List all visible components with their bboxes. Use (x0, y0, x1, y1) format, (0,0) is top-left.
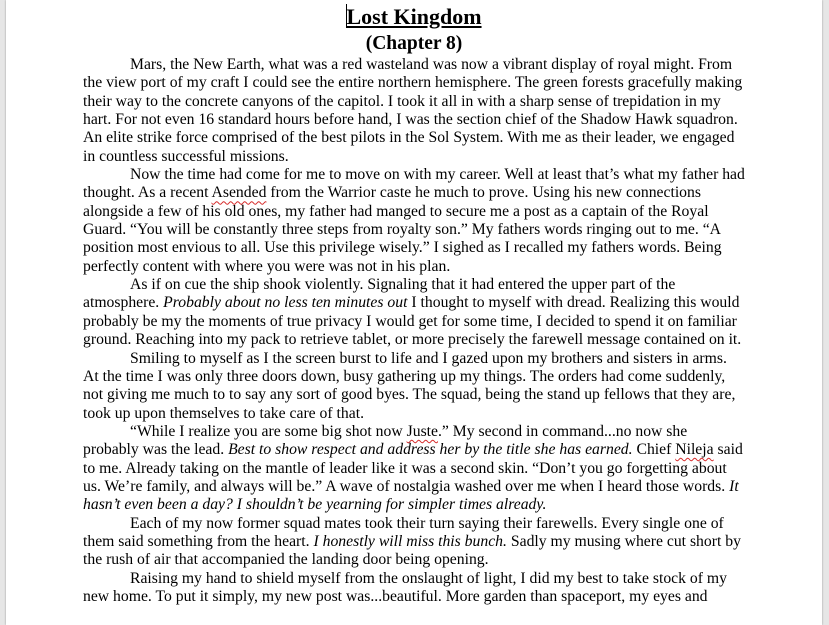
text-run[interactable]: Smiling to myself as I the screen burst to life and I gazed upon my brothers and sisters in arms. At the time I was only three doors down, busy gathering up my things. The orders had come suddenly, not giving me much to to say any sort of good byes. The squad, being the stand up fellows that they are, took up upon themselves to take care of that. (83, 349, 736, 422)
misspelled-word[interactable]: Asended (211, 184, 267, 202)
text-run[interactable]: Chief (632, 441, 676, 459)
misspelled-word[interactable]: Nileja (675, 441, 714, 459)
body-paragraph[interactable] (83, 350, 745, 423)
text-run[interactable]: said to me. Already taking on the mantle of leader like it was a second skin. “Don’t you go forgetting about us. We’re family, and always will be.” A wave of nostalgia washed over me when I heard those words. (83, 441, 743, 495)
text-run[interactable]: Mars, the New Earth, what was a red wasteland was now a vibrant display of royal might. From the view port of my craft I could see the entire northern hemisphere. The green forests gracefully making their way to the concrete canyons of the capitol. I took it all in with a sharp sense of trepidation in my hart. For not even 16 standard hours before hand, I was the section chief of the Shadow Hawk squadron. An elite strike force comprised of the best pilots in the Sol System. With me as their leader, we engaged in countless successful missions. (83, 56, 743, 165)
body-paragraph[interactable] (83, 570, 745, 607)
body-paragraph[interactable] (83, 276, 745, 349)
text-run[interactable]: Sadly my musing where cut short by the rush of air that accompanied the landing door being opening. (83, 532, 741, 569)
text-run[interactable]: Now the time had come for me to move on with my career. Well at least that’s what my father had thought. As a recent (83, 166, 745, 202)
body-paragraph[interactable] (83, 166, 745, 276)
text-run[interactable]: “While I realize you are some big shot now (130, 422, 407, 440)
paragraphs-container (83, 56, 745, 606)
text-run[interactable]: As if on cue the ship shook violently. Signaling that it had entered the upper part of the atmosphere. (83, 276, 676, 312)
italic-text[interactable]: It hasn’t even been a day? I shouldn’t be yearning for simpler times already. (83, 477, 739, 514)
document-page (6, 0, 822, 625)
body-paragraph[interactable] (83, 515, 745, 570)
text-run[interactable]: I thought to myself with dread. Realizing this would probably be my the moments of true privacy I would get for some time, I decided to spend it on familiar ground. Reaching into my pack to retrieve tablet, or more precisely the farewell message contained on it. (83, 294, 742, 349)
document-body (83, 3, 745, 606)
italic-text[interactable]: I honestly will miss this bunch. (313, 532, 507, 550)
misspelled-word[interactable]: Juste (406, 422, 438, 440)
body-paragraph[interactable] (83, 56, 745, 166)
body-paragraph[interactable] (83, 423, 745, 515)
text-run[interactable]: Raising my hand to shield myself from the onslaught of light, I did my best to take stock of my new home. To put it simply, my new post was...beautiful. More garden than spaceport, my eyes and (83, 569, 727, 605)
document-title[interactable] (83, 3, 745, 31)
chapter-heading[interactable]: (Chapter 8) (365, 33, 463, 54)
text-run[interactable]: Each of my now former squad mates took their turn saying their farewells. Every single one of them said something from the heart. (83, 514, 724, 550)
document-title-text[interactable]: Lost Kingdom (346, 4, 482, 29)
italic-text[interactable]: Best to show respect and address her by the title she has earned. (228, 441, 633, 459)
text-run[interactable]: from the Warrior caste he much to prove. Using his new connections alongside a few of his old ones, my father had manged to secure me a post as a captain of the Royal Guard. “You will be constantly three steps from royalty son.” My fathers words ringing out to me. “A position most envious to all. Use this privilege wisely.” I sighed as I recalled my fathers words. Being perfectly content with where you were was not in his plan. (83, 184, 722, 275)
italic-text[interactable]: Probably about no less ten minutes out (163, 294, 408, 312)
text-run[interactable]: .” My second in command...no now she probably was the lead. (83, 422, 688, 459)
